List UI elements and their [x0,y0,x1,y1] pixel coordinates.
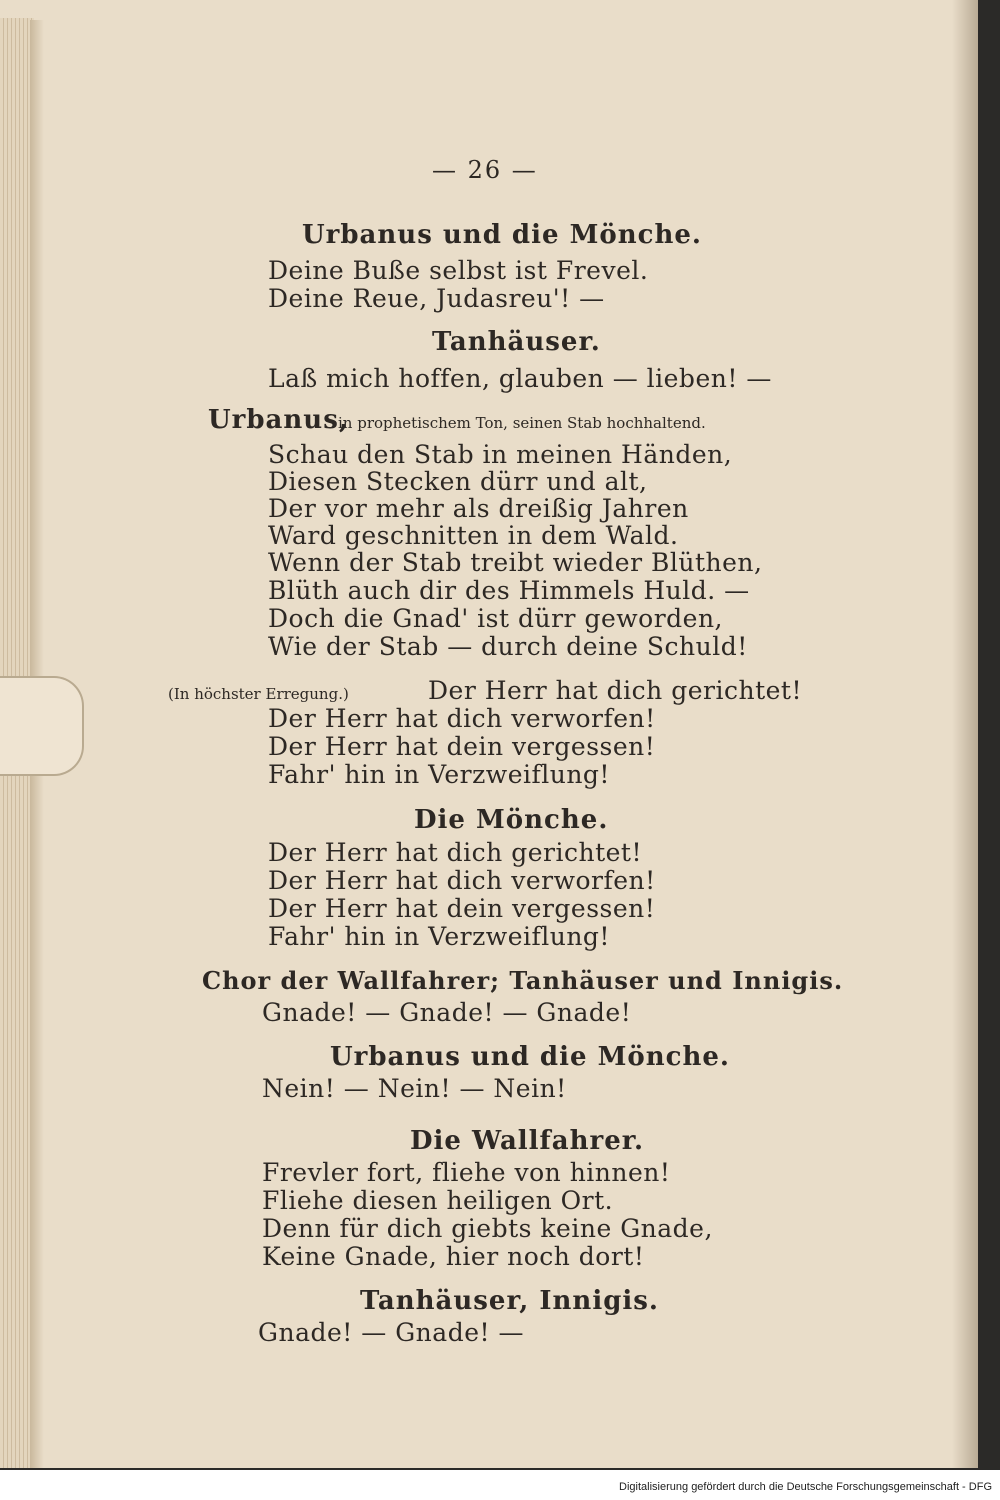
speaker-heading: Urbanus und die Mönche. [330,1042,730,1072]
verse-line: Fahr' hin in Verzweiflung! [268,760,610,789]
speaker-heading: Urbanus, [208,405,349,435]
stage-direction: in prophetischem Ton, seinen Stab hochhaltend. [338,414,706,432]
verse-line: Keine Gnade, hier noch dort! [262,1242,645,1271]
speaker-heading: Chor der Wallfahrer; Tanhäuser und Innigis. [202,966,844,995]
verse-line: Schau den Stab in meinen Händen, [268,440,733,469]
verse-line: Der vor mehr als dreißig Jahren [268,494,689,523]
verse-line: Denn für dich giebts keine Gnade, [262,1214,713,1243]
verse-line: Gnade! — Gnade! — [258,1318,524,1347]
digitization-credit: Digitalisierung gefördert durch die Deutsche Forschungsgemeinschaft - DFG [619,1481,992,1493]
verse-line: Deine Buße selbst ist Frevel. [268,256,649,285]
verse-line: Nein! — Nein! — Nein! [262,1074,567,1103]
speaker-heading: Die Wallfahrer. [410,1126,645,1156]
page-number: — 26 — [432,156,538,184]
speaker-heading: Die Mönche. [414,805,609,835]
verse-line: Gnade! — Gnade! — Gnade! [262,998,632,1027]
verse-line: Der Herr hat dich verworfen! [268,866,656,895]
verse-line: Laß mich hoffen, glauben — lieben! — [268,364,772,393]
verse-line: Fliehe diesen heiligen Ort. [262,1186,614,1215]
verse-line: Der Herr hat dich verworfen! [268,704,656,733]
verse-line: Fahr' hin in Verzweiflung! [268,922,610,951]
speaker-heading: Tanhäuser, Innigis. [360,1286,659,1316]
page-shadow [952,0,978,1468]
verse-line: Doch die Gnad' ist dürr geworden, [268,604,724,633]
verse-line: Ward geschnitten in dem Wald. [268,521,679,550]
speaker-heading: Urbanus und die Mönche. [302,220,702,250]
verse-line: Der Herr hat dein vergessen! [268,894,656,923]
verse-line: Der Herr hat dich gerichtet! [428,676,803,705]
verse-line: Diesen Stecken dürr und alt, [268,467,648,496]
stage-direction: (In höchster Erregung.) [168,685,349,703]
verse-line: Wie der Stab — durch deine Schuld! [268,632,748,661]
verse-line: Der Herr hat dein vergessen! [268,732,656,761]
verse-line: Frevler fort, fliehe von hinnen! [262,1158,671,1187]
book-clip [0,676,84,776]
speaker-heading: Tanhäuser. [432,327,601,357]
verse-line: Blüth auch dir des Himmels Huld. — [268,576,750,605]
verse-line: Deine Reue, Judasreu'! — [268,284,605,313]
verse-line: Der Herr hat dich gerichtet! [268,838,643,867]
verse-line: Wenn der Stab treibt wieder Blüthen, [268,548,763,577]
